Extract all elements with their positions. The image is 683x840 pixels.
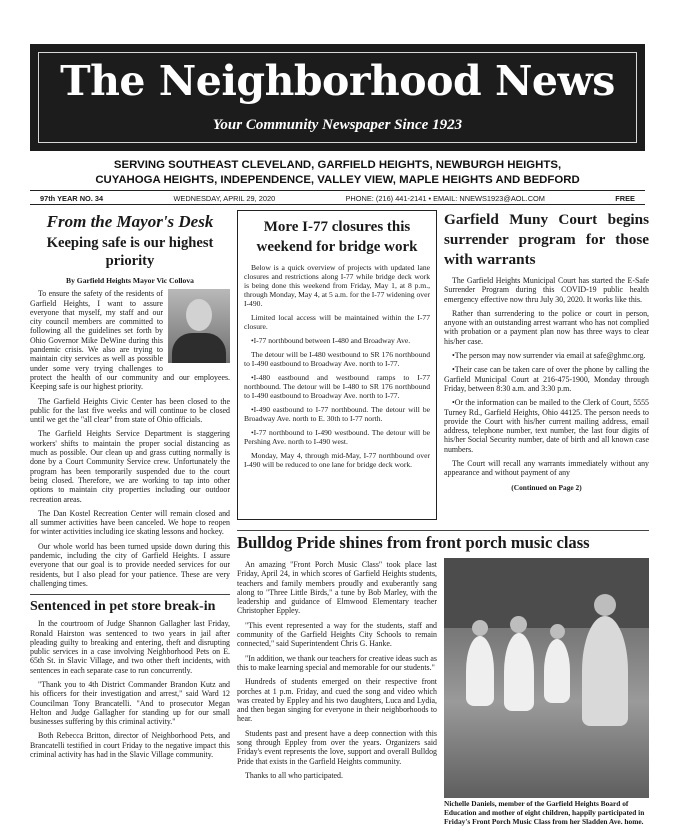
- i77-paragraph: •I-480 eastbound and westbound ramps to I-77 northbound. The detour will be I-480 to SR 176 northbound to I-490 eastbound to Broadway Ave. north to I-77.: [244, 373, 430, 400]
- i77-paragraph: Below is a quick overview of projects with updated lane closures and restrictions along I-77 while bridge deck work is being done this weekend from Friday, May 1, at 8 p.m., through Monday, May 4, at 5 a.m. for the I-77 widening over I-490.: [244, 263, 430, 308]
- left-column: [30, 212, 230, 764]
- continued-note: (Continued on Page 2): [511, 482, 582, 492]
- newspaper-title: The Neighborhood News: [60, 57, 615, 105]
- right-column: [444, 210, 649, 492]
- coverage-line-1: SERVING SOUTHEAST CLEVELAND, GARFIELD HEIGHTS, NEWBURGH HEIGHTS,: [113, 159, 562, 171]
- bulldog-paragraph: Students past and present have a deep connection with this song through Eppley from over the years. Organizers said Friday's event represents the love, support and overall Bulldog Pride that exists in the Garfield Heights community.: [237, 728, 437, 766]
- mayor-paragraph: To ensure the safety of the residents of Garfield Heights, I want to assure everyone that myself, my staff and our city council members are committed to following all the guidelines set forth by Ohio Governor Mike DeWine during this pandemic crisis. We also are trying to maintain city services as well as possible under some very trying challenges to protect the health of our community and our employees. Keeping safe is our highest priority.: [30, 289, 230, 392]
- adult-figure: [582, 616, 628, 726]
- photo-background-wall: [444, 558, 649, 628]
- mayor-byline: By Garfield Heights Mayor Vic Collova: [66, 276, 194, 285]
- muny-paragraph: The Garfield Heights Municipal Court has started the E-Safe Surrender Program during this COVID-19 public health emergency effective now thru July 30, 2020. It works like this.: [444, 276, 649, 304]
- bulldog-paragraph: An amazing "Front Porch Music Class" took place last Friday, April 24, in which scores of Garfield Heights students, teachers and family members proudly and exuberantly sang along to "Three Little Birds," a tune by Bob Marley, with the leadership and guidance of Elmwood Elementary teacher Christopher Eppley.: [237, 560, 437, 616]
- issue-number: 97th YEAR NO. 34: [40, 194, 104, 203]
- child-head: [550, 624, 565, 639]
- mayor-paragraph: The Garfield Heights Service Department is staggering workers' shifts to maintain the proper social distancing as much as possible. Our clean up and grass cutting normally is done by a Court Community Service crew. Unfortunately the program has been temporarily suspended due to the court being closed. Therefore, we are working to tap into other options to maintain city properties including our outdoor recreation areas.: [30, 429, 230, 504]
- dateline-bar: [30, 190, 645, 205]
- child-head: [510, 616, 527, 633]
- bulldog-paragraph: Thanks to all who participated.: [245, 770, 343, 780]
- muny-paragraph: •Their case can be taken care of over the phone by calling the Garfield Municipal Court at 216-475-1900, Monday through Friday, between 8:30 a.m. and 3:30 p.m.: [444, 365, 649, 393]
- mayor-kicker: From the Mayor's Desk: [46, 212, 214, 231]
- mayor-headline: Keeping safe is our highest priority: [46, 235, 214, 269]
- mayor-paragraph: The Dan Kostel Recreation Center will remain closed and all summer activities have been canceled. We hope to reopen for winter activities including ice skating lessons and hockey.: [30, 508, 230, 537]
- bulldog-paragraph: "In addition, we thank our teachers for creative ideas such as this to make learning special and memorable for our students.": [237, 653, 437, 672]
- child-figure: [466, 636, 494, 706]
- i77-paragraph: The detour will be I-480 westbound to SR 176 northbound to I-490 eastbound to Broadway Ave. north to I-77.: [244, 350, 430, 368]
- masthead-frame: [38, 52, 637, 143]
- mayor-paragraph: The Garfield Heights Civic Center has been closed to the public for the last five weeks and will continue to be closed until we get the "all clear" from state of Ohio officials.: [30, 396, 230, 425]
- bulldog-text-column: [237, 560, 437, 785]
- masthead: [30, 44, 645, 151]
- pet-paragraph: In the courtroom of Judge Shannon Gallagher last Friday, Ronald Hairston was sentenced to two years in jail after pleading guilty to breaking and entering, theft and disrupting public services in a case involving Neighborhood Pets on E. 65th St. in Slavic Village, and two other theft incidents, with sentences in each separate case to run concurrently.: [30, 619, 230, 675]
- child-figure: [504, 633, 534, 711]
- pet-paragraph: Both Rebecca Britton, director of Neighborhood Pets, and Brancatelli testified in court Friday to the negative impact this criminal activity has had in the Slavic Village community.: [30, 731, 230, 760]
- child-head: [472, 620, 488, 636]
- i77-paragraph: •I-490 eastbound to I-77 northbound. The detour will be Broadway Ave. north to E. 30th to I-77 north.: [244, 405, 430, 423]
- coverage-area: [30, 158, 645, 188]
- mayor-portrait: [168, 289, 230, 363]
- i77-paragraph: •I-77 northbound between I-480 and Broadway Ave.: [251, 336, 411, 345]
- muny-paragraph: The Court will recall any warrants immediately without any appearance and without payment of any: [444, 459, 649, 478]
- muny-paragraph: •The person may now surrender via email at safe@ghmc.org.: [452, 351, 646, 361]
- price-label: FREE: [615, 194, 635, 203]
- child-figure: [544, 639, 570, 703]
- coverage-line-2: CUYAHOGA HEIGHTS, INDEPENDENCE, VALLEY VIEW, MAPLE HEIGHTS AND BEDFORD: [95, 174, 580, 186]
- i77-paragraph: Limited local access will be maintained within the I-77 closure.: [244, 313, 430, 331]
- front-porch-photo: [444, 558, 649, 798]
- bulldog-paragraph: "This event represented a way for the students, staff and community of the Garfield Heights City Schools to remain connected," said Superintendent Chris G. Hanke.: [237, 620, 437, 649]
- i77-paragraph: Monday, May 4, through mid-May, I-77 northbound over I-490 will be reduced to one lane for bridge deck work.: [244, 451, 430, 469]
- issue-date: WEDNESDAY, APRIL 29, 2020: [173, 194, 276, 203]
- newspaper-motto: Your Community Newspaper Since 1923: [212, 117, 463, 133]
- mayor-paragraph: Our whole world has been turned upside down during this pandemic, including the city of Garfield Heights. I assure everyone that our goal is to provide needed services for our residents, but I also plead for your patience. These are very challenging times.: [30, 541, 230, 588]
- i77-article-box: [237, 210, 437, 520]
- muny-paragraph: •Or the information can be mailed to the Clerk of Court, 5555 Turney Rd., Garfield Heights, Ohio 44125. The person needs to provide the Court with his/her current mailing address, email address, telephone number, text number, the last four digits of his/her Social Security number, date of birth and all known case numbers.: [444, 398, 649, 454]
- muny-paragraph: Rather than surrendering to the police or court in person, anyone with an outstanding arrest warrant who has not complied with probation or a payment plan now has three ways to clear his/her case.: [444, 308, 649, 346]
- portrait-suit: [172, 333, 226, 363]
- i77-headline: More I-77 closures this weekend for bridge work: [256, 219, 418, 255]
- pet-headline: Sentenced in pet store break-in: [30, 594, 230, 615]
- photo-caption: Nichelle Daniels, member of the Garfield Heights Board of Education and mother of eight children, happily participated in Friday's Front Porch Music Class from her Sladden Ave. home.: [444, 799, 645, 826]
- adult-head: [594, 594, 616, 616]
- bulldog-headline: Bulldog Pride shines from front porch music class: [237, 530, 649, 553]
- pet-paragraph: "Thank you to 4th District Commander Brandon Kutz and his officers for their investigation and arrest," said Ward 12 Councilman Tony Brancatelli. "And to prosecutor Megan Helton and Judge Gallagher for standing up for our small businesses suffering by this criminal activity.": [30, 679, 230, 727]
- portrait-face: [186, 299, 212, 331]
- i77-paragraph: •I-77 northbound to I-490 westbound. The detour will be Pershing Ave. north to I-490 west.: [244, 428, 430, 446]
- bulldog-paragraph: Hundreds of students emerged on their respective front porches at 1 p.m. Friday, and cued the song and video which was created by Eppley and his two daughters, Luca and Lydia, and then began singing for everyone in their neighborhoods to hear.: [237, 677, 437, 724]
- contact-info: PHONE: (216) 441-2141 • EMAIL: NNEWS1923@AOL.COM: [345, 194, 545, 203]
- muny-headline: Garfield Muny Court begins surrender program for those with warrants: [444, 211, 649, 268]
